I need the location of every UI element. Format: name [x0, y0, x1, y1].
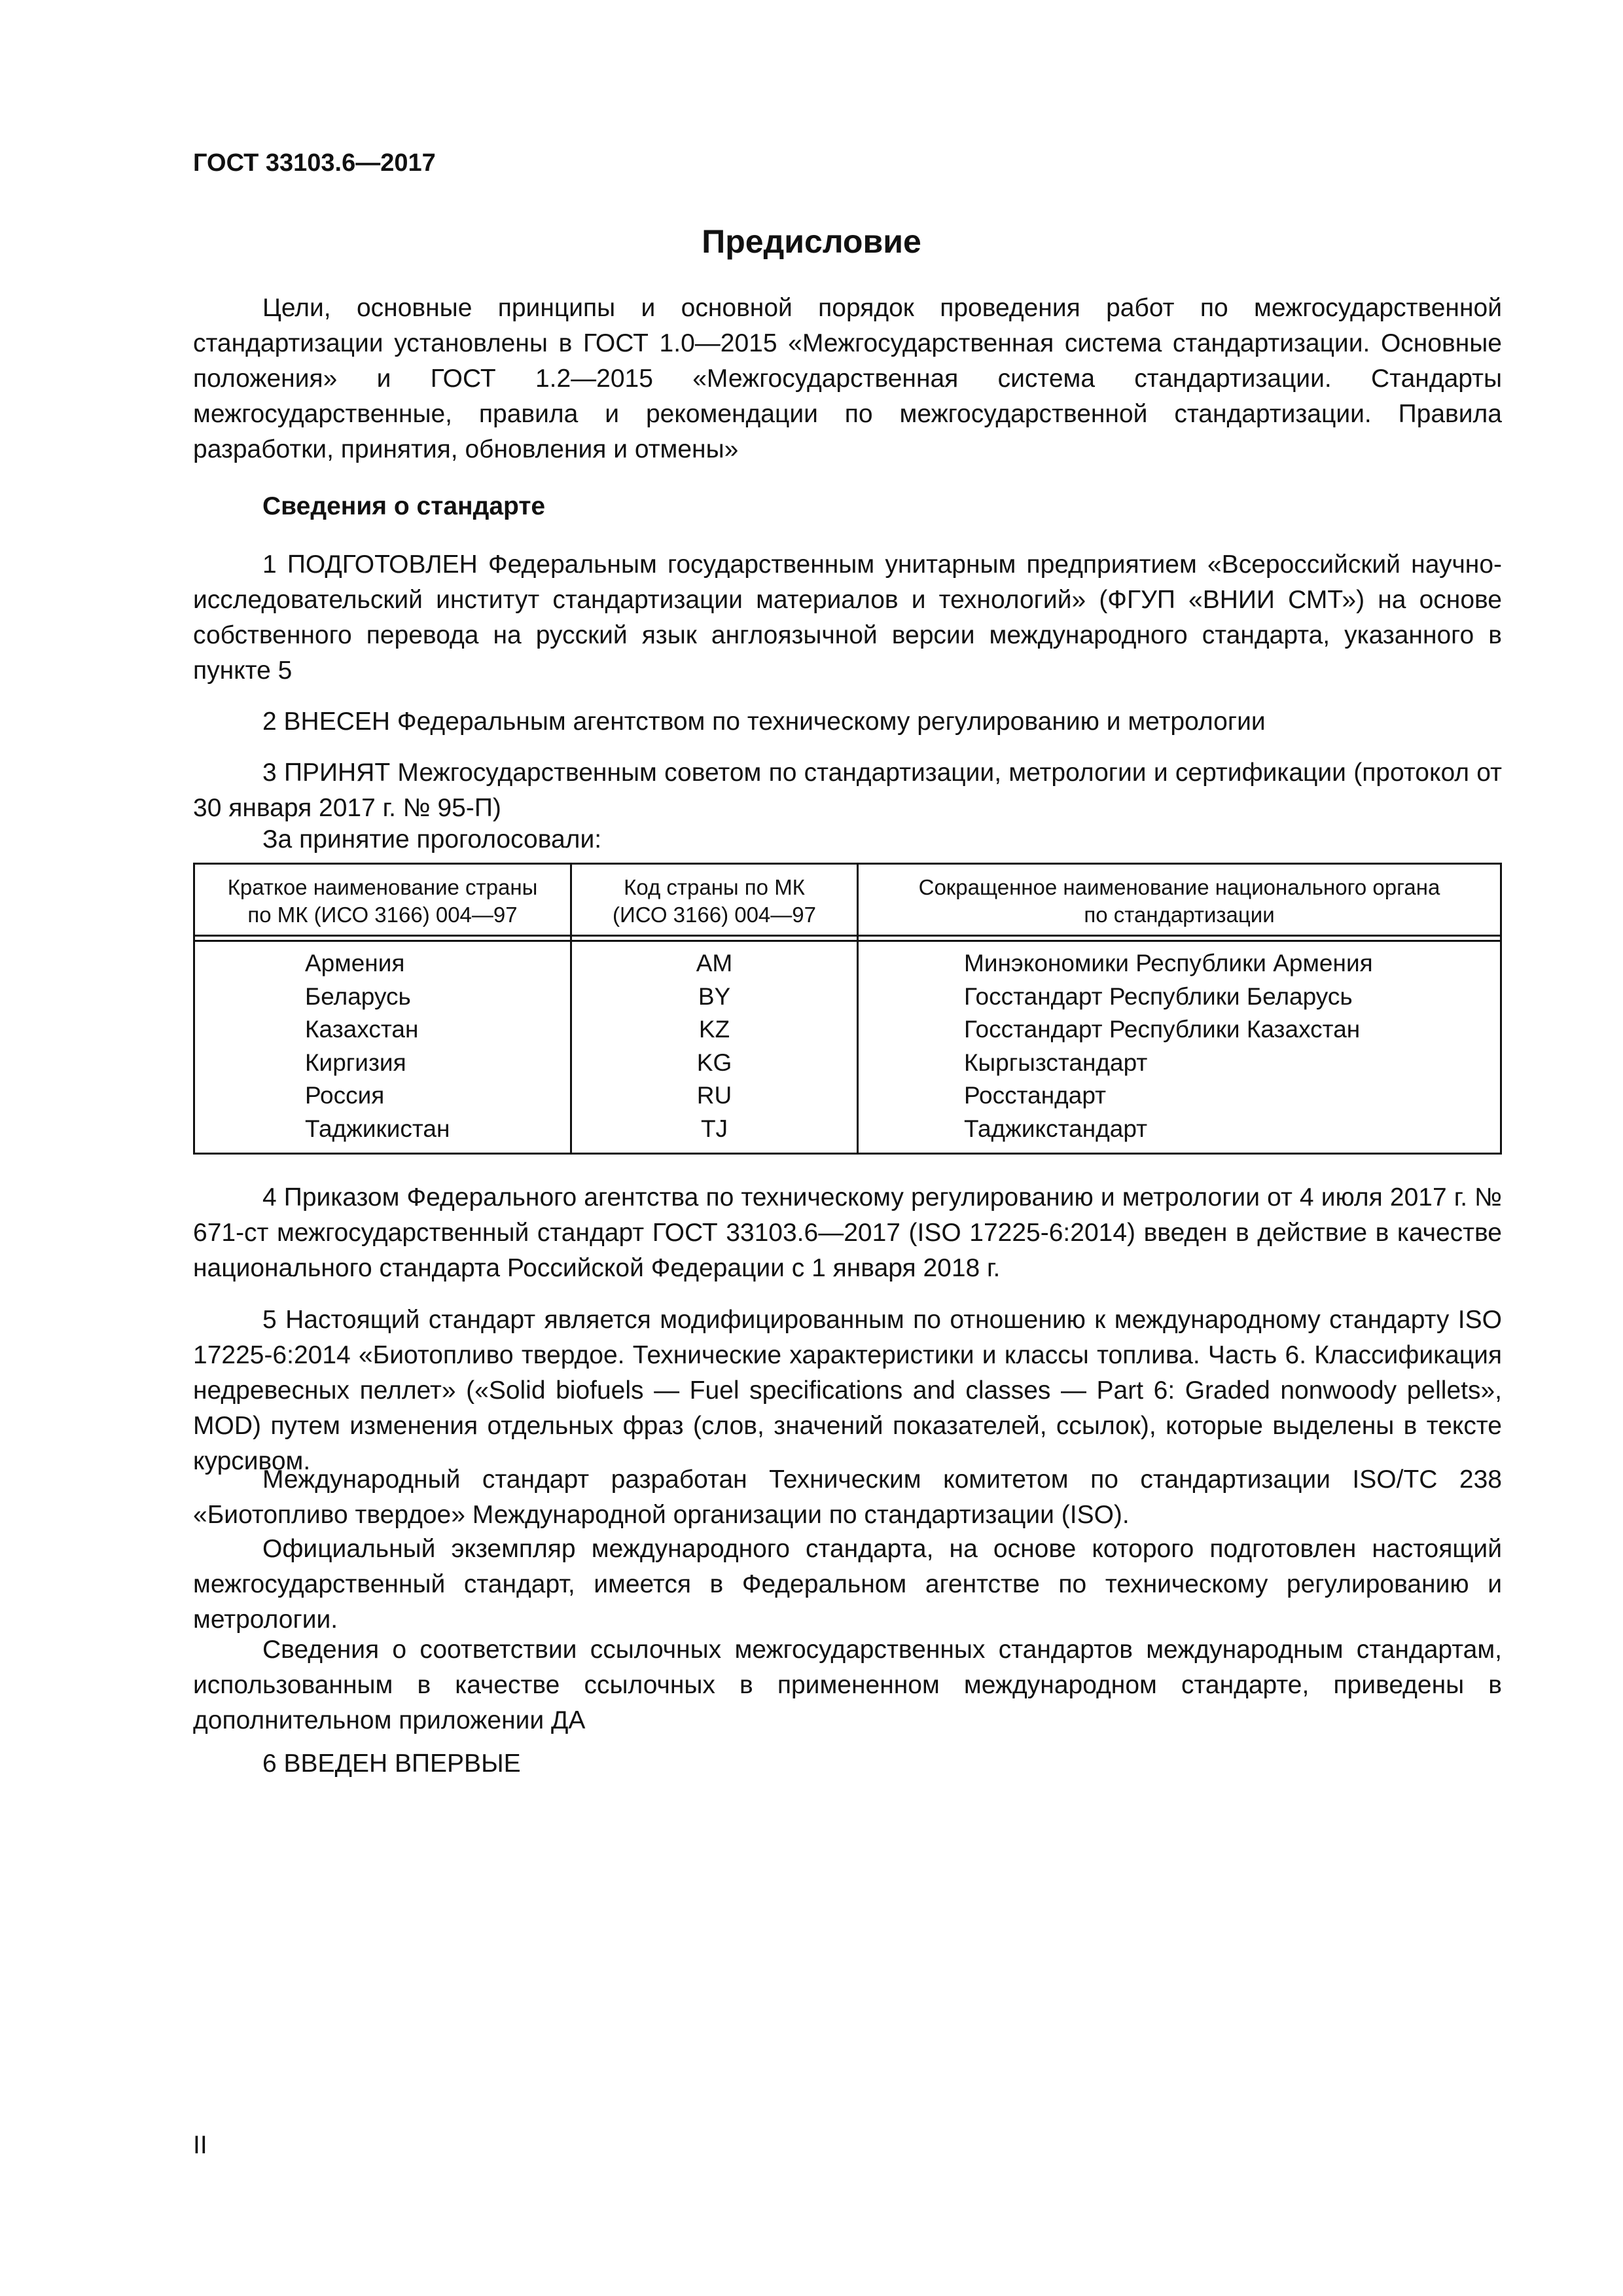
country-column	[305, 947, 450, 1145]
authority-column	[964, 947, 1373, 1145]
table-cell-authority: Госстандарт Республики Казахстан	[964, 1016, 1361, 1043]
table-cell-authority: Таджикстандарт	[964, 1115, 1148, 1142]
header-line: по стандартизации	[1084, 903, 1275, 927]
header-line: по МК (ИСО 3166) 004—97	[247, 903, 518, 927]
table-header-rule	[195, 940, 1500, 942]
item-6-paragraph: 6 ВВЕДЕН ВПЕРВЫЕ	[262, 1749, 521, 1778]
header-line: Код страны по МК	[624, 875, 805, 899]
table-cell-authority: Госстандарт Республики Беларусь	[964, 982, 1353, 1010]
item-5-paragraph: 5 Настоящий стандарт является модифицированным по отношению к международному стандарту ISO 17225-6:2014 «Биотопливо твердое. Технические характеристики и классы топлива. Часть 6. Классификация недревесных пеллет» («Solid biofuels — Fuel specifications and classes — Part 6: Graded nonwoody pellets», MOD) путем изменения отдельных фраз (слов, значений показателей, ссылок), которые выделены в тексте курсивом.	[193, 1306, 1502, 1475]
table-cell-code: BY	[698, 982, 731, 1010]
voting-countries-table	[193, 863, 1502, 1155]
document-code: ГОСТ 33103.6—2017	[193, 149, 436, 177]
header-line: Сокращенное наименование национального органа	[918, 875, 1440, 899]
code-column	[572, 947, 857, 1145]
table-cell-authority: Росстандарт	[964, 1082, 1107, 1109]
table-cell-country: Киргизия	[305, 1049, 406, 1076]
item-5-official-copy-paragraph: Официальный экземпляр международного стандарта, на основе которого подготовлен настоящий межгосударственный стандарт, имеется в Федеральном агентстве по техническому регулированию и метрологии.	[193, 1535, 1502, 1634]
table-cell-country: Беларусь	[305, 982, 411, 1010]
table-cell-code: RU	[696, 1082, 732, 1109]
table-cell-code: TJ	[700, 1115, 728, 1142]
table-cell-country: Россия	[305, 1082, 385, 1109]
page-title: Предисловие	[702, 223, 921, 260]
item-5-references-paragraph: Сведения о соответствии ссылочных межгосударственных стандартов международным стандартам, использованным в качестве ссылочных в примененном международном стандарте, приведены в дополнительном приложении ДА	[193, 1636, 1502, 1734]
table-header-code	[572, 874, 857, 929]
table-cell-code: KZ	[698, 1016, 730, 1043]
intro-paragraph: Цели, основные принципы и основной порядок проведения работ по межгосударственной стандартизации установлены в ГОСТ 1.0—2015 «Межгосударственная система стандартизации. Основные положения» и ГОСТ 1.2—2015 «Межгосударственная система стандартизации. Стандарты межгосударственные, правила и рекомендации по межгосударственной стандартизации. Правила разработки, принятия, обновления и отмены»	[193, 294, 1502, 463]
item-5-committee-paragraph: Международный стандарт разработан Техническим комитетом по стандартизации ISO/TC 238 «Биотопливо твердое» Международной организации по стандартизации (ISO).	[193, 1465, 1502, 1529]
table-cell-code: KG	[696, 1049, 732, 1076]
header-line: (ИСО 3166) 004—97	[613, 903, 816, 927]
table-cell-authority: Кыргызстандарт	[964, 1049, 1148, 1076]
item-2-paragraph: 2 ВНЕСЕН Федеральным агентством по техническому регулированию и метрологии	[262, 708, 1266, 736]
table-header-country	[195, 874, 570, 929]
table-header-rule	[195, 935, 1500, 937]
info-heading: Сведения о стандарте	[262, 492, 546, 520]
table-cell-code: AM	[696, 950, 733, 977]
vote-caption: За принятие проголосовали:	[262, 825, 602, 853]
table-cell-authority: Минэкономики Республики Армения	[964, 950, 1373, 977]
table-cell-country: Казахстан	[305, 1016, 419, 1043]
item-3-paragraph: 3 ПРИНЯТ Межгосударственным советом по стандартизации, метрологии и сертификации (протокол от 30 января 2017 г. № 95-П)	[193, 759, 1502, 822]
item-1-paragraph: 1 ПОДГОТОВЛЕН Федеральным государственным унитарным предприятием «Всероссийский научно-исследовательский институт стандартизации материалов и технологий» (ФГУП «ВНИИ СМТ») на основе собственного перевода на русский язык англоязычной версии международного стандарта, указанного в пункте 5	[193, 550, 1502, 685]
table-header-authority	[859, 874, 1500, 929]
table-cell-country: Армения	[305, 950, 405, 977]
header-line: Краткое наименование страны	[227, 875, 538, 899]
item-4-paragraph: 4 Приказом Федерального агентства по техническому регулированию и метрологии от 4 июля 2017 г. № 671-ст межгосударственный стандарт ГОСТ 33103.6—2017 (ISO 17225-6:2014) введен в действие в качестве национального стандарта Российской Федерации с 1 января 2018 г.	[193, 1183, 1502, 1282]
page-number: II	[193, 2131, 207, 2159]
table-cell-country: Таджикистан	[305, 1115, 450, 1142]
